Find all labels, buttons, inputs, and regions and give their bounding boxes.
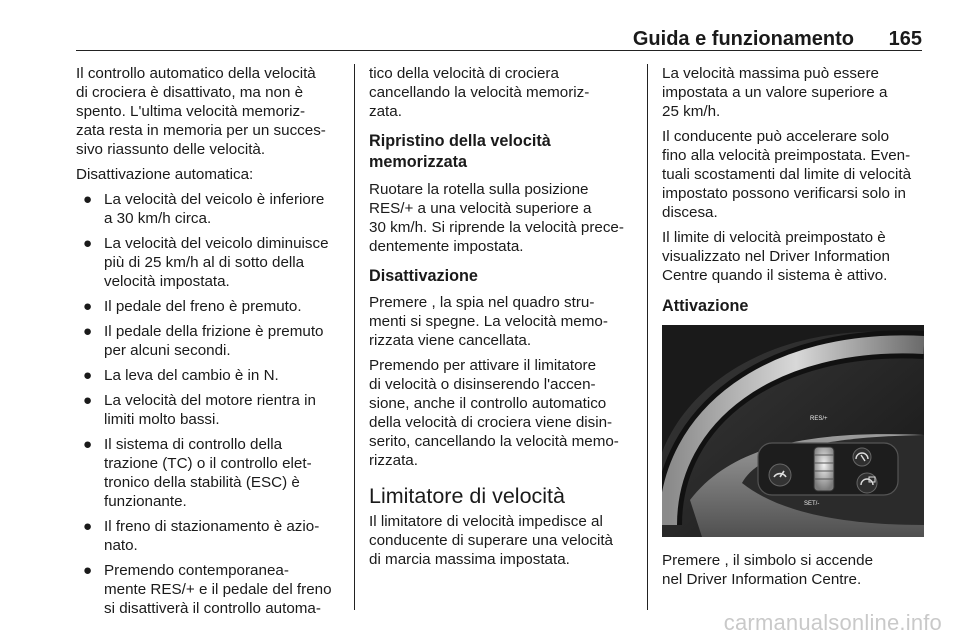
text-line: Premendo per attivare il limitatore: [369, 357, 597, 374]
text-line: impostato possono verificarsi solo in: [662, 185, 906, 202]
restore-paragraph: [369, 180, 633, 256]
text-line: La velocità del veicolo è inferiore: [104, 191, 325, 208]
text-line: per alcuni secondi.: [104, 342, 231, 359]
text-line: Il controllo automatico della velocità: [76, 65, 316, 82]
text-line: cancellando la velocità memoriz-: [369, 84, 590, 101]
text-line: serito, cancellando la velocità memo-: [369, 433, 619, 450]
text-line: limiti molto bassi.: [104, 411, 220, 428]
text-line: rizzata viene cancellata.: [369, 332, 532, 349]
text-line: zata.: [369, 103, 402, 120]
text-line: a 30 km/h circa.: [104, 210, 212, 227]
text-line: Il pedale della frizione è premuto: [104, 323, 324, 340]
text-line: tuali scostamenti dal limite di velocità: [662, 166, 912, 183]
text-line: Il limite di velocità preimpostato è: [662, 229, 886, 246]
deactivation-heading: Disattivazione: [369, 267, 478, 285]
bullet-icon: ●: [83, 367, 93, 384]
final-paragraph: [662, 551, 924, 589]
bullet-item: [76, 561, 348, 618]
bullet-icon: ●: [83, 518, 93, 535]
text-line: Premere , la spia nel quadro stru-: [369, 294, 595, 311]
text-line: nel Driver Information Centre.: [662, 571, 862, 588]
header-rule: [76, 50, 922, 51]
bullet-item: [76, 190, 348, 228]
restore-heading: Ripristino della velocità: [369, 132, 551, 150]
text-line: impostata a un valore superiore a: [662, 84, 888, 101]
text-line: Premendo contemporanea-: [104, 562, 289, 579]
bullet-icon: ●: [83, 191, 93, 208]
text-line: della velocità di crociera viene disin-: [369, 414, 613, 431]
set-label: SET/-: [804, 501, 820, 507]
text-line: più di 25 km/h al di sotto della: [104, 254, 305, 271]
bullet-icon: ●: [83, 392, 93, 409]
text-line: La velocità del veicolo diminuisce: [104, 235, 329, 252]
text-line: Il freno di stazionamento è azio-: [104, 518, 320, 535]
text-line: 25 km/h.: [662, 103, 721, 120]
bullet-item: [76, 297, 348, 316]
intro-paragraph: [76, 64, 348, 159]
continued-paragraph: [369, 64, 633, 121]
column-1: [76, 64, 348, 618]
bullet-icon: ●: [83, 235, 93, 252]
restore-heading: memorizzata: [369, 153, 468, 171]
text-line: fino alla velocità preimpostata. Even-: [662, 147, 911, 164]
column-2: [369, 64, 633, 569]
page-number: 165: [888, 28, 922, 50]
text-line: Il pedale del freno è premuto.: [104, 298, 302, 315]
bullet-icon: ●: [83, 298, 93, 315]
bullet-item: [76, 435, 348, 511]
auto-off-label: Disattivazione automatica:: [76, 166, 254, 183]
activation-heading: Attivazione: [662, 297, 749, 315]
bullet-item: [76, 366, 348, 385]
limiter-heading: Limitatore di velocità: [369, 484, 565, 508]
text-line: velocità impostata.: [104, 273, 230, 290]
text-line: tronico della stabilità (ESC) è: [104, 474, 300, 491]
bullet-item: [76, 391, 348, 429]
bullet-icon: ●: [83, 436, 93, 453]
bullet-icon: ●: [83, 562, 93, 579]
column-3: [662, 64, 924, 589]
text-line: menti si spegne. La velocità memo-: [369, 313, 608, 330]
text-line: mente RES/+ e il pedale del freno: [104, 581, 332, 598]
text-line: zata resta in memoria per un succes-: [76, 122, 326, 139]
page-header: [0, 0, 960, 52]
bullet-item: [76, 322, 348, 360]
text-line: di marcia massima impostata.: [369, 551, 570, 568]
limiter-paragraph: [369, 512, 633, 569]
text-line: La velocità del motore rientra in: [104, 392, 316, 409]
text-line: di velocità o disinserendo l'accen-: [369, 376, 596, 393]
text-line: visualizzato nel Driver Information: [662, 248, 890, 265]
column-divider: [647, 64, 648, 610]
text-line: di crociera è disattivato, ma non è: [76, 84, 304, 101]
max-speed-paragraph: [662, 64, 924, 121]
bullet-icon: ●: [83, 323, 93, 340]
watermark: carmanualsonline.info: [723, 610, 942, 635]
text-line: discesa.: [662, 204, 718, 221]
text-line: nato.: [104, 537, 138, 554]
text-line: sivo riassunto delle velocità.: [76, 141, 266, 158]
text-line: Centre quando il sistema è attivo.: [662, 267, 888, 284]
text-line: si disattiverà il controllo automa-: [104, 600, 321, 617]
limiter-press-paragraph: [369, 356, 633, 470]
acceleration-paragraph: [662, 127, 924, 222]
bullet-item: [76, 517, 348, 555]
text-line: dentemente impostata.: [369, 238, 524, 255]
res-label: RES/+: [810, 416, 828, 422]
section-title: Guida e funzionamento: [632, 28, 854, 50]
text-line: tico della velocità di crociera: [369, 65, 559, 82]
text-line: La leva del cambio è in N.: [104, 367, 279, 384]
text-line: spento. L'ultima velocità memoriz-: [76, 103, 306, 120]
text-line: conducente di superare una velocità: [369, 532, 614, 549]
text-line: La velocità massima può essere: [662, 65, 879, 82]
steering-wheel-illustration: [662, 325, 924, 537]
text-line: Premere , il simbolo si accende: [662, 552, 874, 569]
text-line: sione, anche il controllo automatico: [369, 395, 607, 412]
deactivation-paragraph: [369, 293, 633, 350]
text-line: funzionante.: [104, 493, 187, 510]
text-line: Il conducente può accelerare solo: [662, 128, 890, 145]
text-line: Ruotare la rotella sulla posizione: [369, 181, 589, 198]
bullet-item: [76, 234, 348, 291]
display-paragraph: [662, 228, 924, 285]
text-line: rizzata.: [369, 452, 418, 469]
column-divider: [354, 64, 355, 610]
text-line: 30 km/h. Si riprende la velocità prece-: [369, 219, 624, 236]
text-line: Il sistema di controllo della: [104, 436, 283, 453]
text-line: RES/+ a una velocità superiore a: [369, 200, 592, 217]
text-line: Il limitatore di velocità impedisce al: [369, 513, 603, 530]
text-line: trazione (TC) o il controllo elet-: [104, 455, 312, 472]
